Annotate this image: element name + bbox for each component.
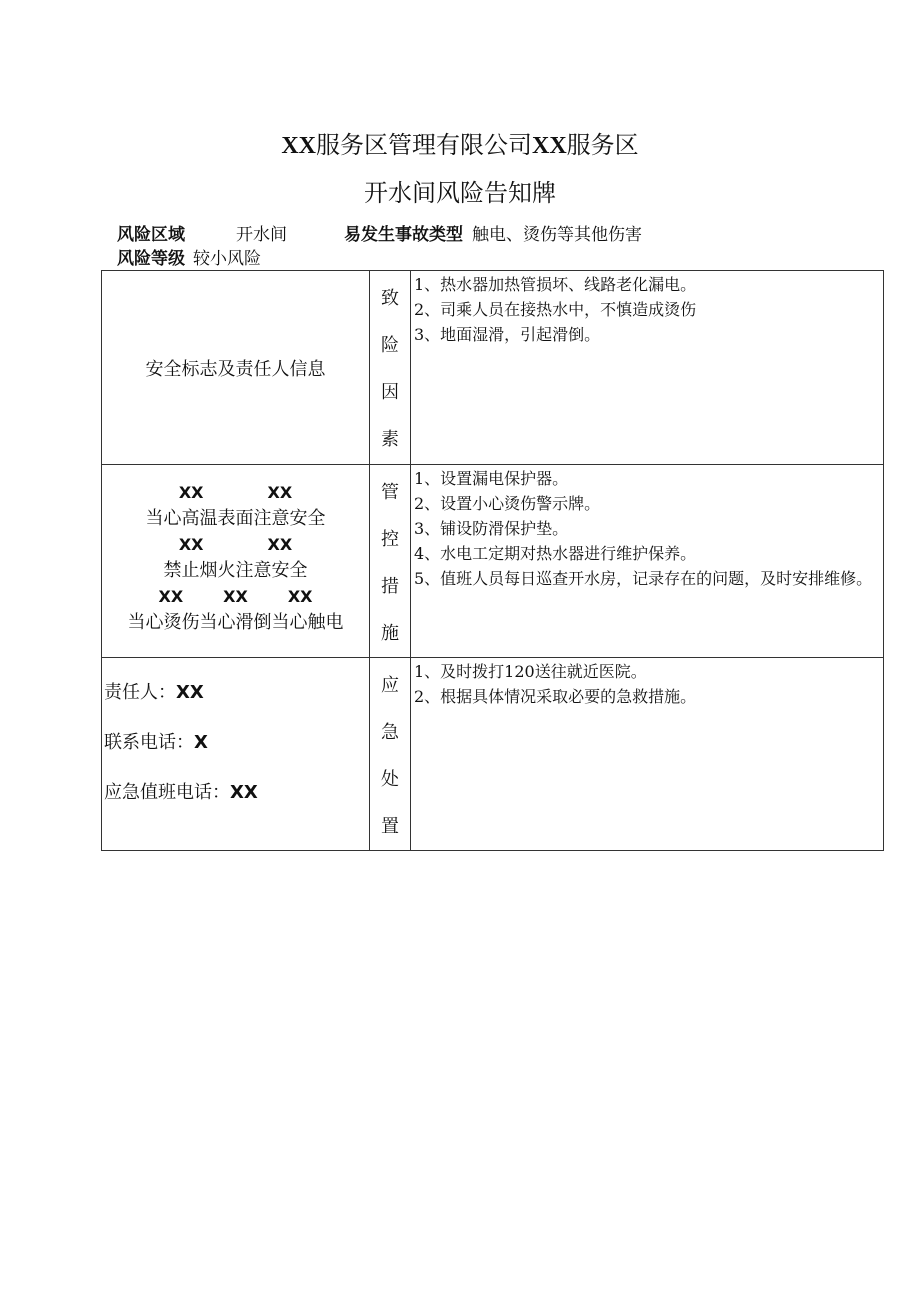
risk-area-label: 风险区域 xyxy=(117,225,185,245)
safety-signs-cell xyxy=(102,465,370,658)
list-item: 1、及时拨打120送往就近医院。 xyxy=(414,662,647,681)
list-item: 4、水电工定期对热水器进行维护保养。 xyxy=(414,544,697,563)
list-item: 3、地面湿滑，引起滑倒。 xyxy=(414,325,601,344)
risk-factors-label: 致 险 因 素 xyxy=(370,271,411,465)
list-item: 1、设置漏电保护器。 xyxy=(414,469,569,488)
title-suffix: 服务区 xyxy=(566,131,639,159)
safety-info-cell xyxy=(102,271,370,465)
risk-table xyxy=(101,270,884,851)
sign-codes-row: XX XX xyxy=(178,535,293,554)
title-code: XX xyxy=(532,133,567,159)
risk-area-value: 开水间 xyxy=(236,225,287,245)
table-row-emergency xyxy=(102,658,884,851)
list-item: 2、设置小心烫伤警示牌。 xyxy=(414,494,601,513)
table-row-risk-factors xyxy=(102,271,884,465)
sign-text: 当心烫伤当心滑倒当心触电 xyxy=(127,612,344,633)
accident-type-label: 易发生事故类型 xyxy=(344,225,463,245)
title-middle: 服务区管理有限公司 xyxy=(316,131,532,159)
sign-codes-row: XX XX xyxy=(178,483,293,502)
control-measures-cell xyxy=(411,465,884,658)
responsible-person: 责任人：XX xyxy=(104,682,204,703)
emergency-label: 应 急 处 置 xyxy=(370,658,411,851)
list-item: 5、值班人员每日巡查开水房，记录存在的问题，及时安排维修。 xyxy=(414,569,873,588)
risk-level-value: 较小风险 xyxy=(193,249,261,269)
list-item: 1、热水器加热管损坏、线路老化漏电。 xyxy=(414,275,697,294)
safety-info-heading: 安全标志及责任人信息 xyxy=(145,358,326,380)
list-item: 2、司乘人员在接热水中，不慎造成烫伤 xyxy=(414,300,697,319)
sign-text: 禁止烟火注意安全 xyxy=(163,560,308,581)
risk-factors-cell xyxy=(411,271,884,465)
duty-phone: 应急值班电话：XX xyxy=(104,782,258,803)
sign-text: 当心高温表面注意安全 xyxy=(145,508,326,529)
sign-codes-row: XX XX XX xyxy=(158,587,313,606)
risk-level-label: 风险等级 xyxy=(117,249,185,269)
contact-phone: 联系电话：X xyxy=(104,732,208,753)
contacts-cell xyxy=(102,658,370,851)
page-title xyxy=(0,130,920,161)
list-item: 3、铺设防滑保护垫。 xyxy=(414,519,569,538)
accident-type-value: 触电、烫伤等其他伤害 xyxy=(472,225,642,245)
table-row-control-measures xyxy=(102,465,884,658)
emergency-cell xyxy=(411,658,884,851)
list-item: 2、根据具体情况采取必要的急救措施。 xyxy=(414,687,697,706)
title-prefix: XX xyxy=(281,133,316,159)
page-subtitle: 开水间风险告知牌 xyxy=(364,179,556,207)
control-measures-label: 管 控 措 施 xyxy=(370,465,411,658)
